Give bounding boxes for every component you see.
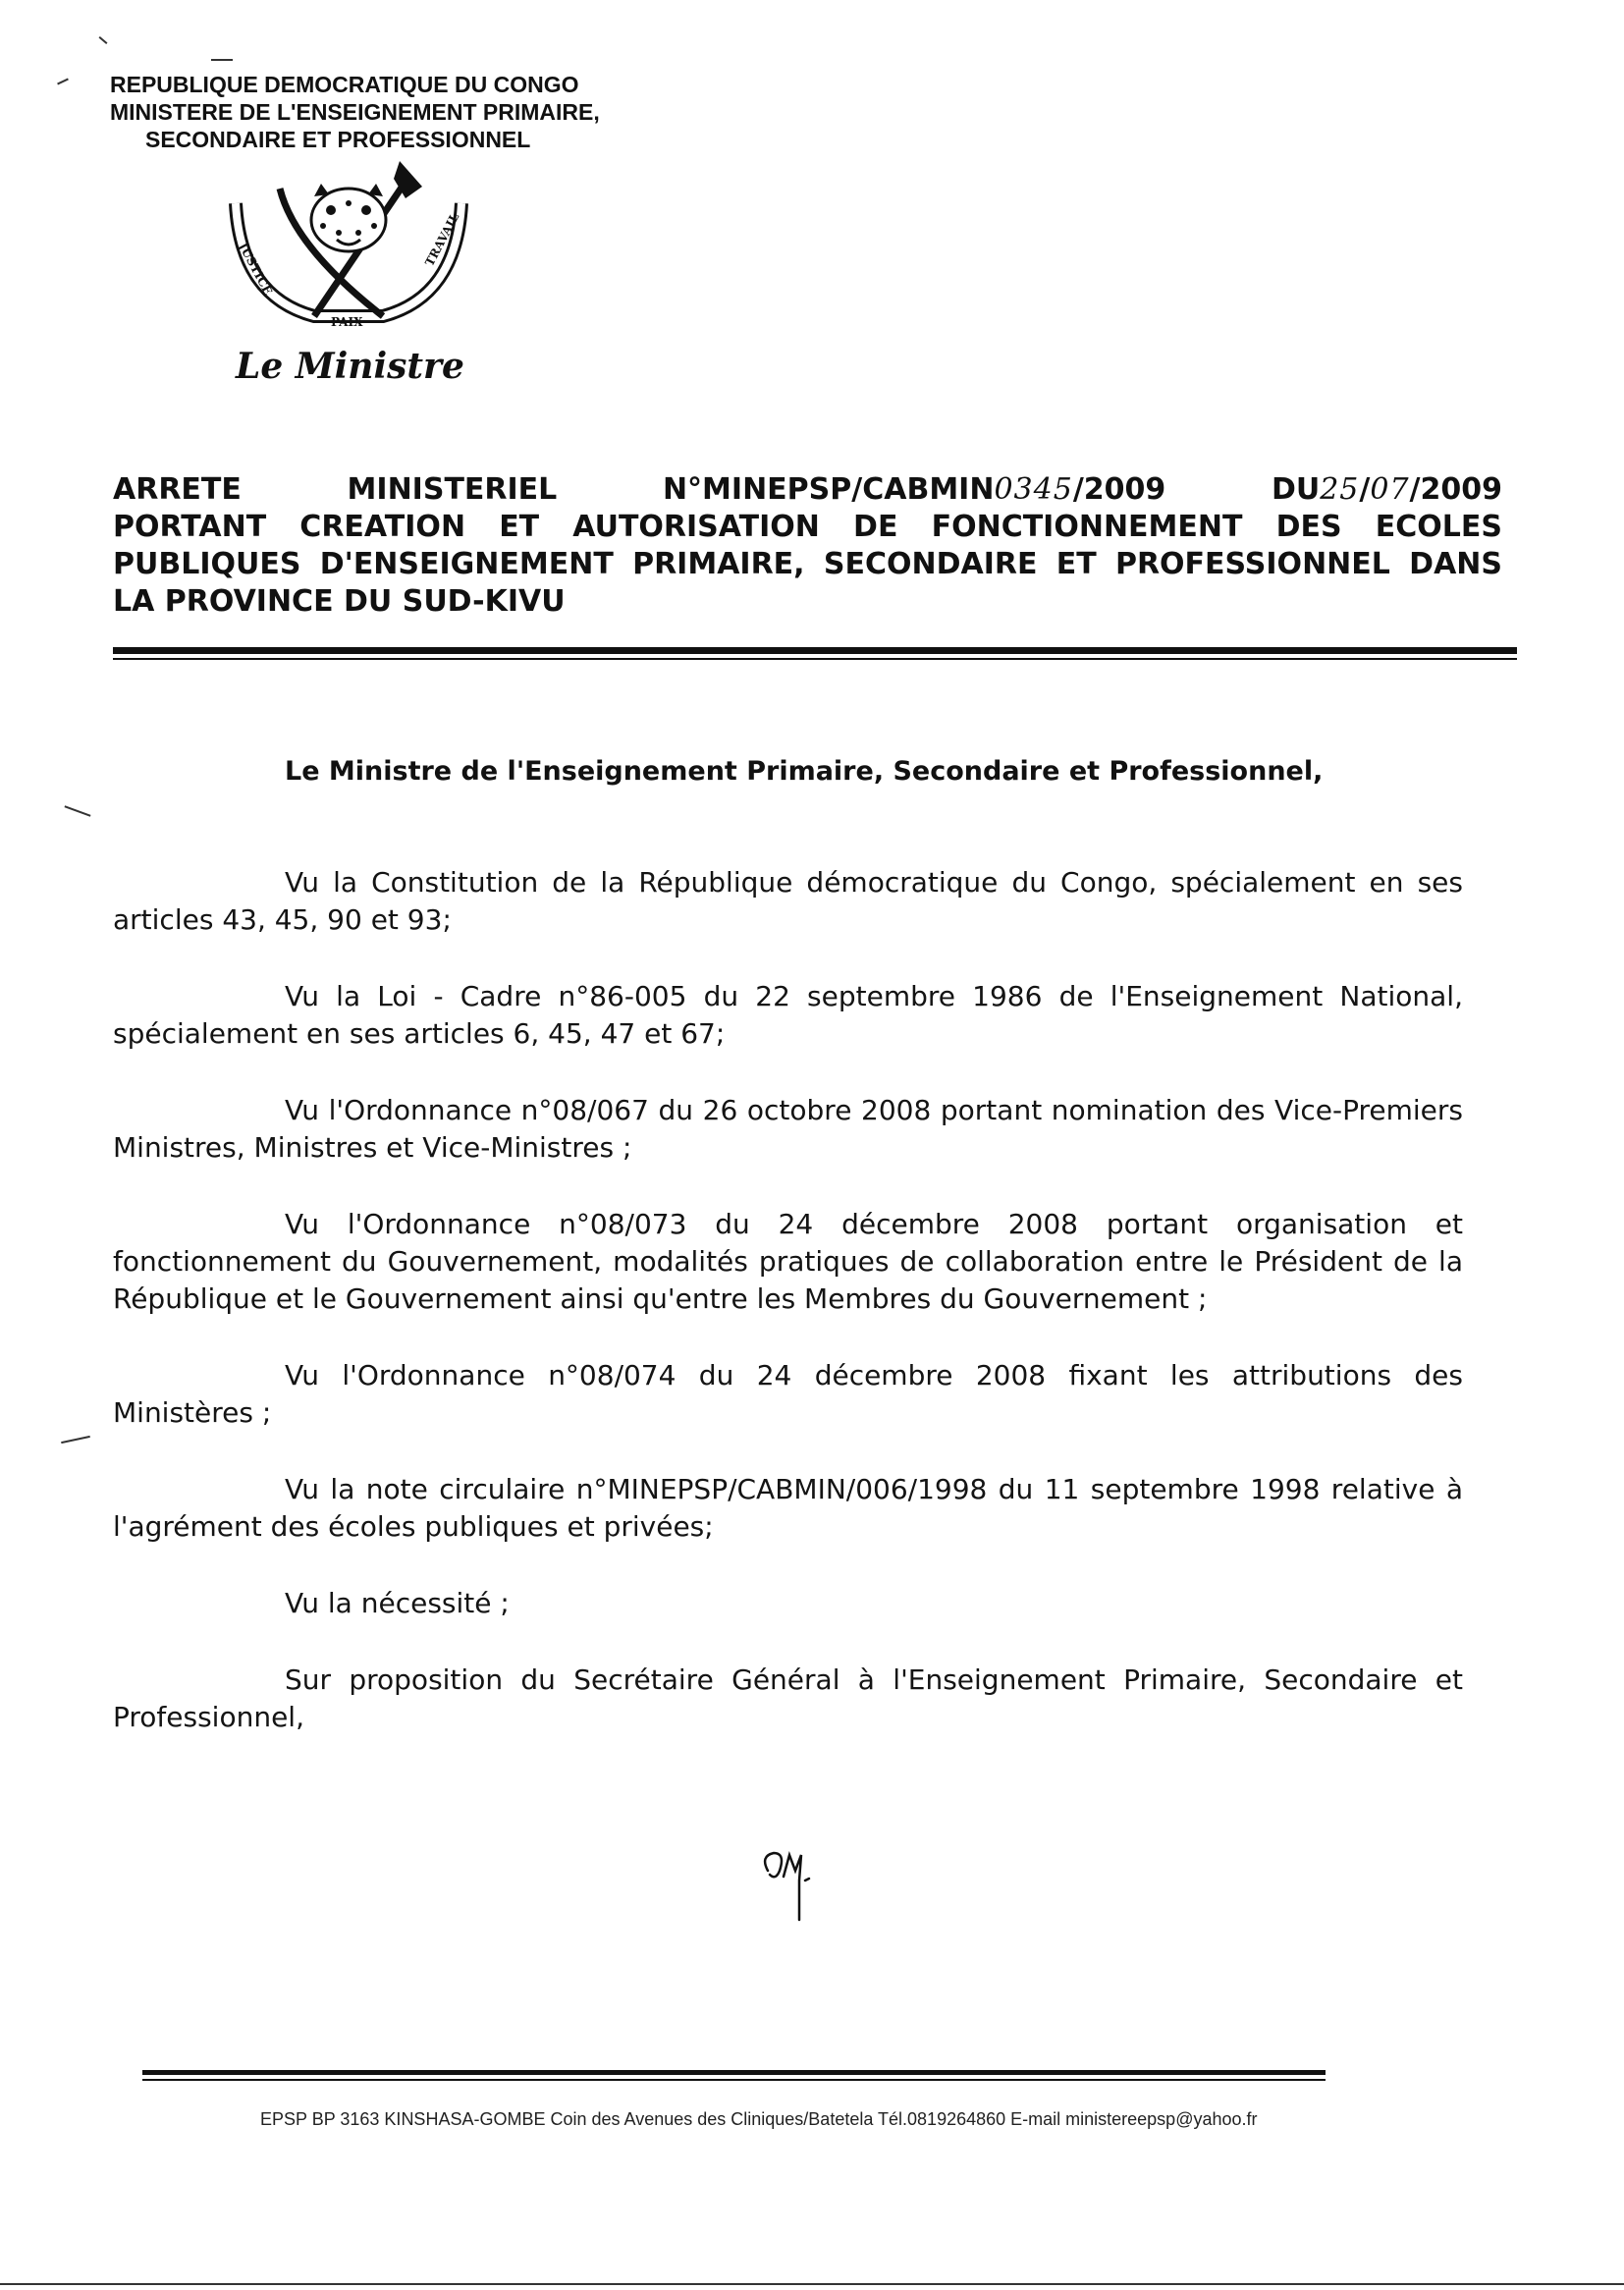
scan-mark — [65, 805, 91, 816]
header-ministry-cont: SECONDAIRE ET PROFESSIONNEL — [145, 127, 531, 152]
title-divider — [113, 647, 1517, 654]
consideration-paragraph: Vu l'Ordonnance n°08/067 du 26 octobre 2008 portant nomination des Vice-Premiers Ministres, Ministres et Vice-Ministres ; — [113, 1094, 1463, 1164]
arrete-subject-line: PORTANT CREATION ET AUTORISATION DE FONCTIONNEMENT DES ECOLES — [113, 510, 1502, 544]
arrete-date: DU25/07/2009 — [1271, 472, 1502, 507]
initials-signature — [756, 1841, 825, 1930]
consideration-paragraph: Vu la note circulaire n°MINEPSP/CABMIN/006/1998 du 11 septembre 1998 relative à l'agrément des écoles publiques et privées; — [113, 1473, 1463, 1543]
leopard-head-icon — [311, 184, 386, 251]
coat-of-arms-emblem — [221, 159, 476, 351]
svg-text:JUSTICE: JUSTICE — [236, 240, 275, 298]
consideration-paragraph: Vu la Loi - Cadre n°86-005 du 22 septembre 1986 de l'Enseignement National, spécialement en ses articles 6, 45, 47 et 67; — [113, 980, 1463, 1050]
title-divider — [113, 658, 1517, 660]
footer-address: EPSP BP 3163 KINSHASA-GOMBE Coin des Avenues des Cliniques/Batetela Tél.0819264860 E-mail ministereepsp@yahoo.fr — [260, 2109, 1258, 2129]
handwritten-day: 25 — [1320, 472, 1360, 507]
considerations-block — [113, 864, 1463, 1775]
svg-text:PAIX: PAIX — [331, 315, 363, 329]
arrete-subject-line: PUBLIQUES D'ENSEIGNEMENT PRIMAIRE, SECONDAIRE ET PROFESSIONNEL DANS — [113, 547, 1502, 581]
scan-mark — [99, 36, 108, 44]
ministeriel-word: MINISTERIEL — [347, 472, 558, 507]
header-country: REPUBLIQUE DEMOCRATIQUE DU CONGO — [110, 72, 579, 97]
signature-title: Le Ministre — [236, 346, 464, 387]
arrete-number-line — [113, 471, 1502, 509]
svg-text:TRAVAIL: TRAVAIL — [422, 210, 462, 269]
footer-divider — [142, 2079, 1326, 2081]
handwritten-month: 07 — [1370, 472, 1410, 507]
handwritten-number: 0345 — [994, 472, 1073, 507]
page-edge-line — [0, 2283, 1624, 2285]
consideration-paragraph: Vu la nécessité ; — [285, 1587, 510, 1619]
arrete-title — [113, 471, 1502, 621]
consideration-paragraph: Sur proposition du Secrétaire Général à l'Enseignement Primaire, Secondaire et Professionnel, — [113, 1663, 1463, 1733]
preamble: Le Ministre de l'Enseignement Primaire, Secondaire et Professionnel, — [285, 756, 1324, 787]
header-ministry: MINISTERE DE L'ENSEIGNEMENT PRIMAIRE, — [110, 99, 600, 125]
scan-mark — [61, 1436, 90, 1444]
arrete-number: N°MINEPSP/CABMIN0345/2009 — [662, 472, 1166, 507]
arrete-subject-line: LA PROVINCE DU SUD-KIVU — [113, 584, 566, 619]
scan-mark — [211, 59, 233, 61]
scan-mark — [57, 79, 69, 85]
footer-divider — [142, 2070, 1326, 2075]
arrete-word: ARRETE — [113, 472, 242, 507]
consideration-paragraph: Vu l'Ordonnance n°08/074 du 24 décembre 2008 fixant les attributions des Ministères ; — [113, 1359, 1463, 1429]
ministry-header — [110, 71, 600, 153]
consideration-paragraph: Vu la Constitution de la République démocratique du Congo, spécialement en ses articles 43, 45, 90 et 93; — [113, 866, 1463, 936]
consideration-paragraph: Vu l'Ordonnance n°08/073 du 24 décembre 2008 portant organisation et fonctionnement du Gouvernement, modalités pratiques de collaboration entre le Président de la République et le Gouvernement ainsi qu'entre les Membres du Gouvernement ; — [113, 1208, 1463, 1315]
